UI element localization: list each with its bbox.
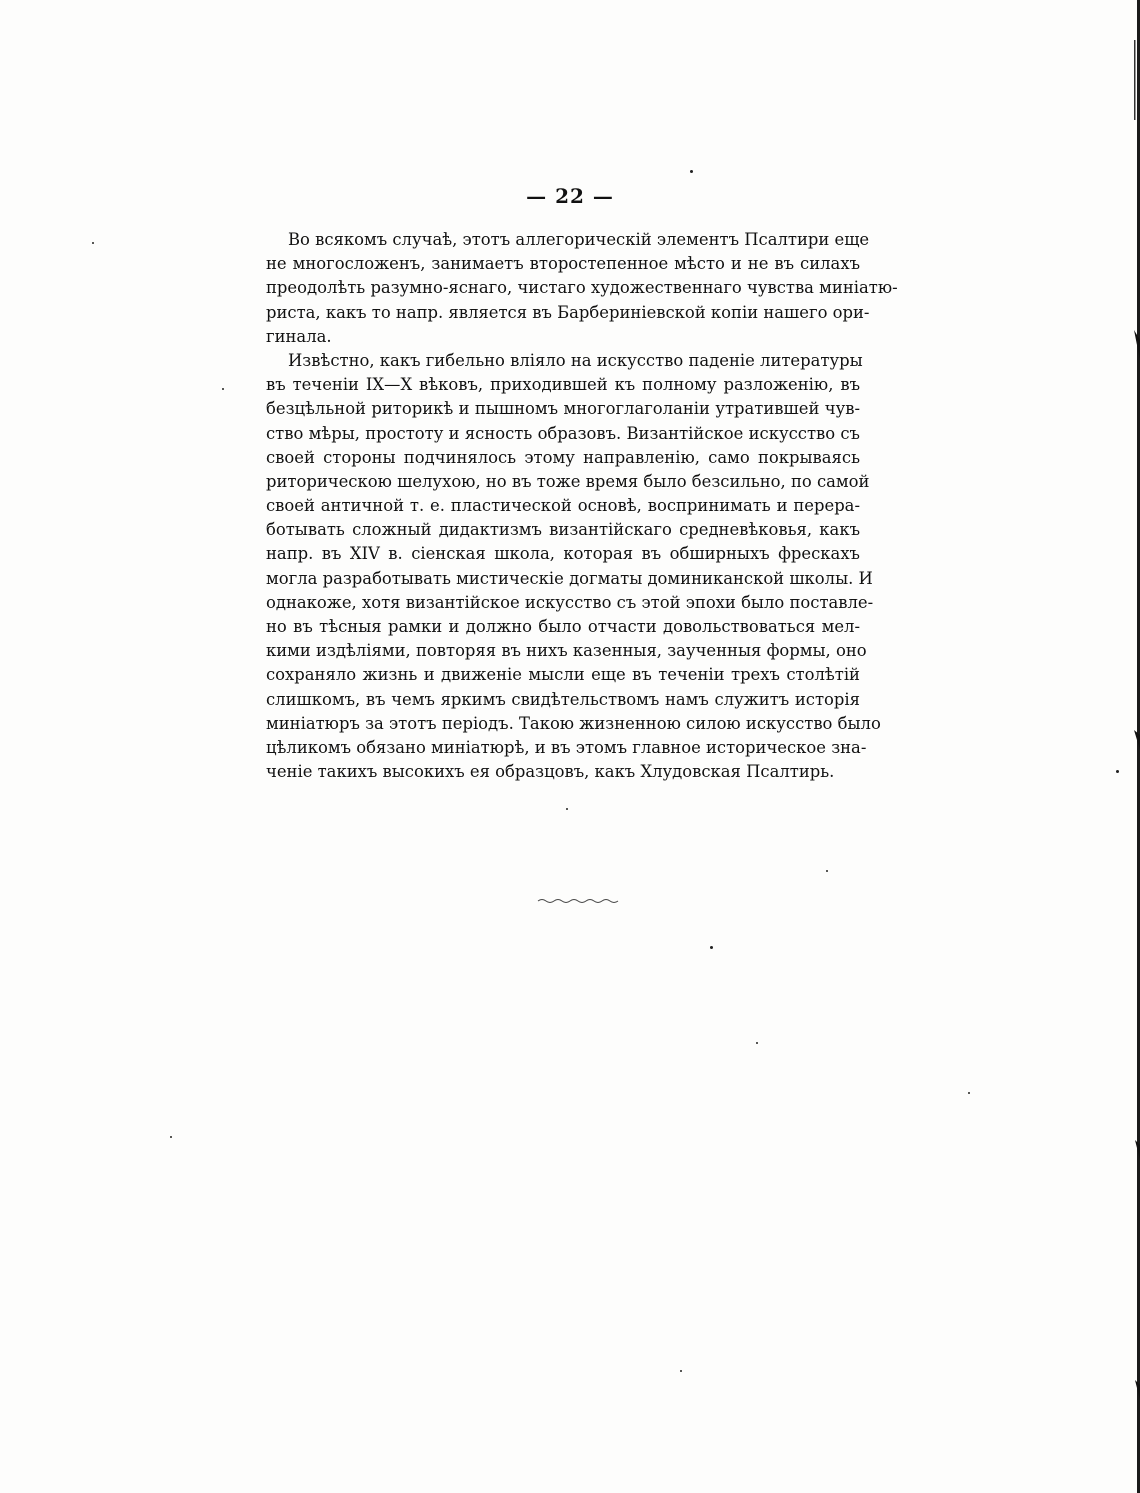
body-text: [266, 228, 898, 784]
scan-speck: [1116, 770, 1119, 773]
text-line: могла разработывать мистическіе догматы доминиканской школы. И: [266, 568, 873, 588]
text-line: не многосложенъ, занимаетъ второстепенное мѣсто и не въ силахъ: [266, 254, 860, 274]
text-line: сохраняло жизнь и движеніе мысли еще въ теченіи трехъ столѣтій: [266, 665, 860, 685]
page-number: — 22 —: [526, 184, 614, 208]
text-line: въ теченіи IX—X вѣковъ, приходившей къ полному разложенію, въ: [266, 375, 860, 395]
text-line: слишкомъ, въ чемъ яркимъ свидѣтельствомъ намъ служитъ исторія: [266, 689, 860, 709]
text-line: однакоже, хотя византійское искусство съ этой эпохи было поставле-: [266, 592, 874, 612]
scan-speck: [92, 242, 94, 244]
text-line: кими издѣліями, повторяя въ нихъ казенныя, заученныя формы, оно: [266, 641, 867, 661]
ornament-divider: [536, 896, 620, 906]
paragraph-2: [266, 349, 881, 784]
text-line: Во всякомъ случаѣ, этотъ аллегорическій элементъ Псалтири еще: [288, 230, 870, 249]
text-line: ботывать сложный дидактизмъ византійскаго средневѣковья, какъ: [266, 520, 860, 540]
text-line: напр. въ XIV в. сіенская школа, которая въ обширныхъ фрескахъ: [266, 544, 860, 564]
text-line: риторическою шелухою, но въ тоже время было безсильно, по самой: [266, 471, 870, 491]
text-line: ство мѣры, простоту и ясность образовъ. Византійское искусство съ: [266, 423, 860, 443]
text-line: гинала.: [266, 326, 332, 346]
scan-speck: [566, 808, 568, 810]
scan-speck: [710, 946, 713, 949]
text-line: но въ тѣсныя рамки и должно было отчасти довольствоваться мел-: [266, 617, 860, 636]
paragraph-1: [266, 228, 898, 349]
scan-speck: [690, 170, 693, 173]
text-line: Извѣстно, какъ гибельно вліяло на искусство паденіе литературы: [288, 350, 863, 370]
text-line: миніатюръ за этотъ періодъ. Такою жизненною силою искусство было: [266, 713, 881, 733]
text-line: своей античной т. е. пластической основѣ, воспринимать и перера-: [266, 496, 860, 516]
scan-speck: [968, 1092, 970, 1094]
text-line: цѣликомъ обязано миніатюрѣ, и въ этомъ главное историческое зна-: [266, 737, 867, 757]
scan-speck: [756, 1042, 758, 1044]
text-line: ченіе такихъ высокихъ ея образцовъ, какъ Хлудовская Псалтирь.: [266, 762, 835, 782]
binding-edge-shadow: [1128, 0, 1140, 1493]
scan-speck: [222, 388, 224, 390]
scan-speck: [170, 1136, 172, 1138]
text-line: безцѣльной риторикѣ и пышномъ многоглаголаніи утратившей чув-: [266, 399, 860, 419]
scan-speck: [680, 1370, 682, 1372]
text-line: своей стороны подчинялось этому направленію, само покрываясь: [266, 447, 860, 467]
text-line: преодолѣть разумно-яснаго, чистаго художественнаго чувства миніатю-: [266, 278, 898, 298]
scan-speck: [826, 870, 828, 872]
text-line: риста, какъ то напр. является въ Барберинiевской копіи нашего ори-: [266, 302, 870, 322]
